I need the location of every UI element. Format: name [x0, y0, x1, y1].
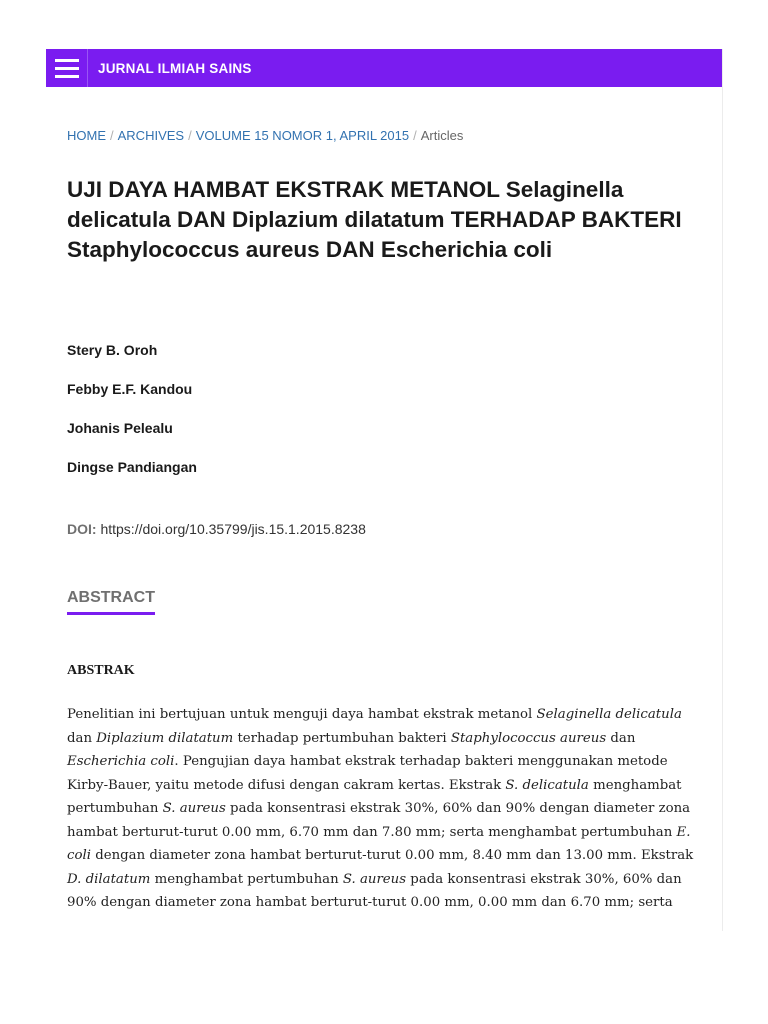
abstract-segment: dengan diameter zona hambat berturut-turut 0.00 mm, 8.40 mm dan 13.00 mm. Ekstrak [90, 848, 694, 863]
article-title: UJI DAYA HAMBAT EKSTRAK METANOL Selaginella delicatula DAN Diplazium dilatatum TERHADAP BAKTERI Staphylococcus aureus DAN Escherichia coli [67, 177, 682, 262]
page-frame [46, 49, 723, 931]
site-header [46, 49, 722, 87]
abstract-italic-term: Selaginella delicatula [536, 707, 682, 722]
abstract-italic-term: S. aureus [162, 801, 226, 816]
abstract-segment: menghambat pertumbuhan [150, 871, 343, 887]
abstract-italic-term: Staphylococcus aureus [450, 730, 607, 746]
doi-row [67, 521, 366, 537]
author-name: Stery B. Oroh [67, 342, 158, 358]
abstract-italic-term: S. delicatula [505, 777, 589, 793]
abstract-heading: ABSTRACT [67, 589, 155, 615]
abstrak-label: ABSTRAK [67, 663, 135, 678]
hamburger-menu-icon[interactable] [46, 49, 88, 87]
breadcrumb-home[interactable]: HOME [67, 128, 106, 143]
abstract-italic-term: S. aureus [342, 871, 407, 887]
author-list [67, 341, 197, 497]
doi-label: DOI: [67, 521, 97, 537]
breadcrumb-separator: / [110, 128, 114, 143]
abstract-italic-term: Diplazium dilatatum [96, 730, 234, 746]
abstract-segment: . Pengujian daya hambat ekstrak terhadap bakteri menggunakan metode Kirby-Bauer, yaitu metode difusi dengan cakram kertas. Ekstrak [67, 754, 668, 793]
abstract-segment: pada konsentrasi ekstrak 30%, 60% dan 90% dengan diameter zona hambat berturut-turut 0.00 mm, 0.00 mm dan 6.70 mm; serta [67, 871, 682, 910]
menu-bar [55, 67, 79, 70]
breadcrumb [67, 128, 463, 143]
breadcrumb-archives[interactable]: ARCHIVES [117, 128, 185, 143]
menu-bar [55, 75, 79, 78]
breadcrumb-issue[interactable]: VOLUME 15 NOMOR 1, APRIL 2015 [195, 128, 410, 143]
abstract-text [67, 703, 707, 915]
abstract-segment: menghambat pertumbuhan [67, 777, 682, 816]
doi-link[interactable]: https://doi.org/10.35799/jis.15.1.2015.8238 [100, 521, 366, 537]
author-name: Johanis Pelealu [67, 420, 173, 436]
breadcrumb-separator: / [188, 128, 192, 143]
author-name: Febby E.F. Kandou [67, 381, 193, 397]
author-name: Dingse Pandiangan [67, 459, 197, 475]
abstract-segment: dan [67, 730, 97, 746]
abstract-segment: dan [606, 730, 636, 746]
abstract-italic-term: D. dilatatum [67, 871, 151, 887]
site-title-link[interactable]: JURNAL ILMIAH SAINS [98, 60, 252, 76]
abstract-segment: terhadap pertumbuhan bakteri [233, 730, 451, 746]
abstract-italic-term: Escherichia coli [67, 754, 175, 769]
abstract-segment: pada konsentrasi ekstrak 30%, 60% dan 90% dengan diameter zona hambat berturut-turut 0.00 mm, 6.70 mm dan 7.80 mm; serta menghambat pertumbuhan [67, 801, 691, 840]
breadcrumb-separator: / [413, 128, 417, 143]
abstract-italic-term: E. coli [67, 824, 691, 863]
menu-bar [55, 59, 79, 62]
breadcrumb-current: Articles [420, 128, 464, 143]
abstract-segment: Penelitian ini bertujuan untuk menguji daya hambat ekstrak metanol [67, 707, 537, 722]
